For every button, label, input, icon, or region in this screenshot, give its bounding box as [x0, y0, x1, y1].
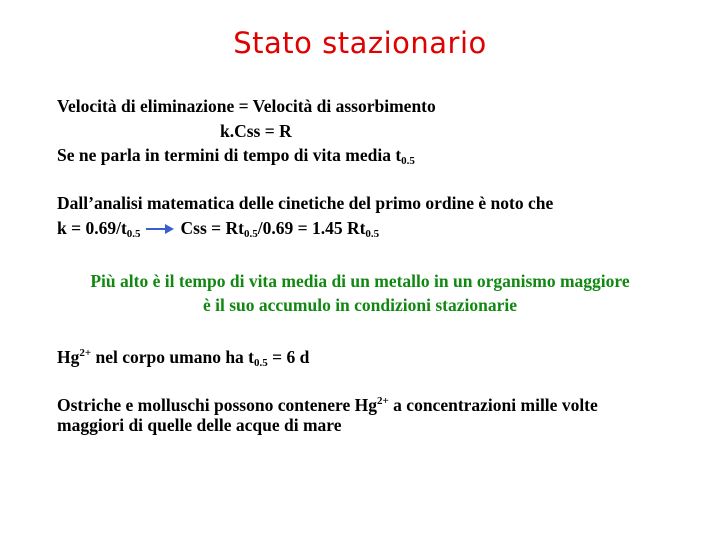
- page-title: Stato stazionario: [233, 26, 487, 60]
- highlight-line-2: è il suo accumulo in condizioni stazionarie: [202, 295, 518, 315]
- text-line-4: Dall’analisi matematica delle cinetiche del primo ordine è noto che: [57, 193, 554, 213]
- text-line-3: Se ne parla in termini di tempo di vita media $t_{0.5}$: [57, 145, 415, 167]
- highlight-line-1: Più alto è il tempo di vita media di un metallo in un organismo maggiore: [90, 271, 630, 291]
- text-line-9: Ostriche e molluschi possono contenere $Hg^{2+}$ a concentrazioni mille volte: [57, 395, 598, 415]
- text-line-8: $Hg^{2+}$ nel corpo umano ha $t_{0.5} = 6$ d: [57, 347, 310, 369]
- text-line-2: k.Css = R: [220, 121, 292, 141]
- text-line-1: Velocità di eliminazione = Velocità di assorbimento: [57, 96, 436, 116]
- right-arrow-icon: [145, 222, 175, 236]
- text-line-10: maggiori di quelle delle acque di mare: [57, 415, 342, 435]
- text-line-5: $k = 0.69/t_{0.5}$ Css = $Rt_{0.5}/0.69 = 1.45$ $Rt_{0.5}$: [57, 218, 380, 240]
